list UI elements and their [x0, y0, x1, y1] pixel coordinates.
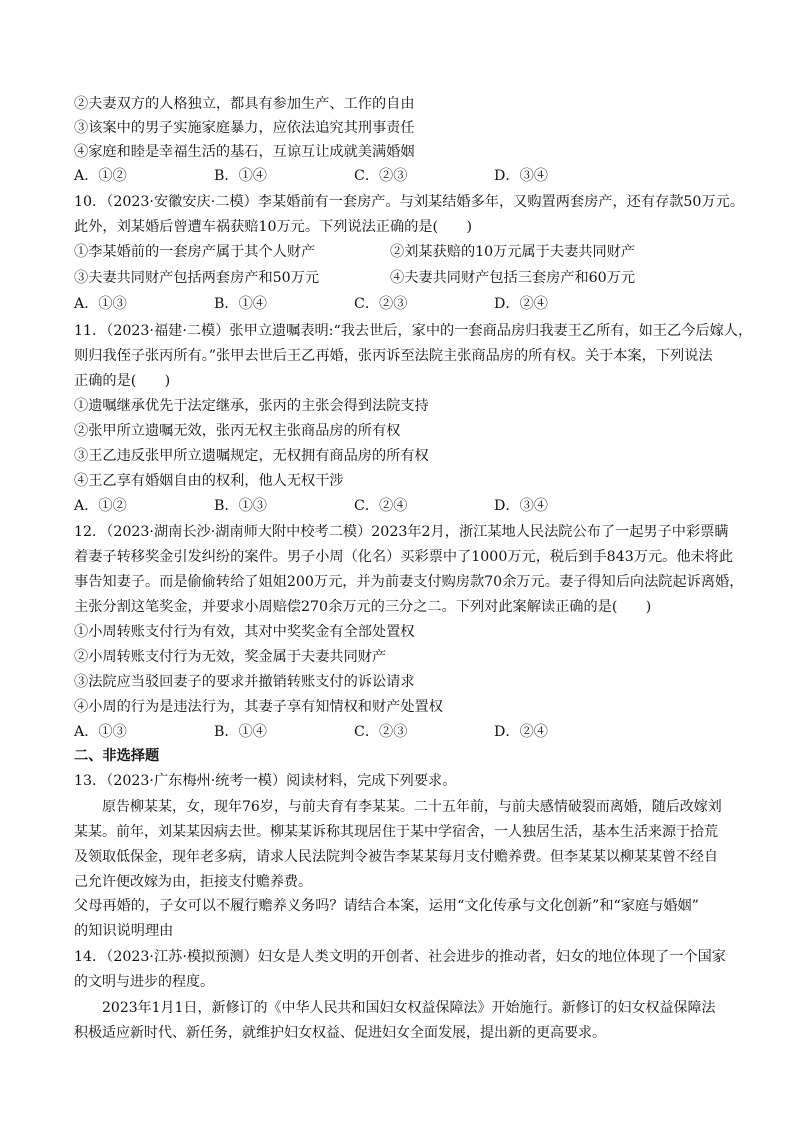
q12-stem-line-4: 主张分割这笔奖金，并要求小周赔偿270余万元的三分之二。下列对此案解读正确的是( ) [74, 599, 652, 615]
q10-option-c[interactable]: C．②③ [354, 296, 408, 312]
q11-option-d[interactable]: D．③④ [494, 498, 548, 514]
q9-statement-3: ③该案中的男子实施家庭暴力，应依法追究其刑事责任 [74, 120, 415, 136]
q11-statement-4: ④王乙享有婚姻自由的权利，他人无权干涉 [74, 473, 344, 489]
q10-option-b[interactable]: B．①④ [214, 296, 267, 312]
q12-statement-1: ①小周转账支付行为有效，其对中奖奖金有全部处置权 [74, 624, 415, 640]
q12-option-c[interactable]: C．②③ [354, 724, 408, 740]
q12-stem-line-2: 着妻子转移奖金引发纠纷的案件。男子小周（化名）买彩票中了1000万元，税后到手843万元。他未将此 [74, 549, 734, 565]
q12-statement-3: ③法院应当驳回妻子的要求并撤销转账支付的诉讼请求 [74, 674, 415, 690]
q13-question-line-2: 的知识说明理由 [74, 923, 174, 939]
q13-stem-line-1: 13．（2023·广东梅州·统考一模）阅读材料，完成下列要求。 [74, 773, 457, 789]
q9-option-a[interactable]: A．①② [74, 168, 127, 184]
q12-option-a[interactable]: A．①③ [74, 724, 127, 740]
q11-stem-line-1: 11．（2023·福建·二模）张甲立遗嘱表明:“我去世后，家中的一套商品房归我妻王乙所有，如王乙今后嫁人， [74, 323, 753, 339]
q9-statement-4: ④家庭和睦是幸福生活的基石，互谅互让成就美满婚姻 [74, 144, 415, 160]
q13-material-line-2: 某某。前年，刘某某因病去世。柳某某诉称其现居住于某中学宿舍，一人独居生活，基本生活来源于拾荒 [74, 824, 718, 840]
q10-statement-1: ①李某婚前的一套房产属于其个人财产 [74, 244, 316, 260]
q9-option-d[interactable]: D．③④ [494, 168, 548, 184]
q10-statement-2: ②刘某获赔的10万元属于夫妻共同财产 [390, 244, 636, 260]
q12-statement-4: ④小周的行为是违法行为，其妻子享有知情权和财产处置权 [74, 699, 443, 715]
q9-option-b[interactable]: B．①④ [214, 168, 267, 184]
section-heading-non-choice: 二、非选择题 [74, 748, 160, 764]
q12-option-d[interactable]: D．②④ [494, 724, 548, 740]
q11-option-c[interactable]: C．②④ [354, 498, 408, 514]
q12-stem-line-1: 12．（2023·湖南长沙·湖南师大附中校考二模）2023年2月，浙江某地人民法院公布了一起男子中彩票瞒 [74, 524, 729, 540]
q10-statement-4: ④夫妻共同财产包括三套房产和60万元 [390, 270, 636, 286]
q9-statement-2: ②夫妻双方的人格独立，都具有参加生产、工作的自由 [74, 96, 415, 112]
q14-material-line-1: 2023年1月1日，新修订的《中华人民共和国妇女权益保障法》开始施行。新修订的妇女权益保障法 [102, 1000, 716, 1016]
q13-material-line-4: 己允许便改嫁为由，拒接支付赡养费。 [74, 874, 312, 890]
q10-statement-3: ③夫妻共同财产包括两套房产和50万元 [74, 270, 320, 286]
q12-statement-2: ②小周转账支付行为无效，奖金属于夫妻共同财产 [74, 649, 387, 665]
q11-statement-1: ①遗嘱继承优先于法定继承，张丙的主张会得到法院支持 [74, 398, 429, 414]
q13-material-line-3: 及领取低保金，现年老多病，请求人民法院判令被告李某某每月支付赡养费。但李某某以柳某某曾不经自 [74, 849, 718, 865]
q11-statement-3: ③王乙违反张甲所立遗嘱规定，无权拥有商品房的所有权 [74, 448, 429, 464]
q10-option-d[interactable]: D．②④ [494, 296, 548, 312]
q11-option-a[interactable]: A．①② [74, 498, 127, 514]
q9-option-c[interactable]: C．②③ [354, 168, 408, 184]
q11-statement-2: ②张甲所立遗嘱无效，张丙无权主张商品房的所有权 [74, 423, 401, 439]
q10-stem-line-2: 此外，刘某婚后曾遭车祸获赔10万元。下列说法正确的是( ) [74, 219, 473, 235]
q11-stem-line-2: 则归我侄子张丙所有。”张甲去世后王乙再婚，张丙诉至法院主张商品房的所有权。关于本案，下列说法 [74, 348, 713, 364]
q14-stem-line-1: 14．（2023·江苏·模拟预测）妇女是人类文明的开创者、社会进步的推动者，妇女的地位体现了一个国家 [74, 949, 726, 965]
q12-option-b[interactable]: B．①④ [214, 724, 267, 740]
q14-material-line-2: 积极适应新时代、新任务，就维护妇女权益、促进妇女全面发展，提出新的更高要求。 [74, 1025, 606, 1041]
q10-stem-line-1: 10．（2023·安徽安庆·二模）李某婚前有一套房产。与刘某结婚多年，又购置两套房产，还有存款50万元。 [74, 194, 745, 210]
q11-stem-line-3: 正确的是( ) [74, 373, 171, 389]
q10-option-a[interactable]: A．①③ [74, 296, 127, 312]
q13-material-line-1: 原告柳某某，女，现年76岁，与前夫育有李某某。二十五年前，与前夫感情破裂而离婚，随后改嫁刘 [102, 799, 722, 815]
q14-stem-line-2: 的文明与进步的程度。 [74, 974, 214, 990]
q12-stem-line-3: 事告知妻子。而是偷偷转给了姐姐200万元，并为前妻支付购房款70余万元。妻子得知后向法院起诉离婚， [74, 574, 744, 590]
q13-question-line-1: 父母再婚的，子女可以不履行赡养义务吗？请结合本案，运用“文化传承与文化创新”和“家庭与婚姻” [74, 898, 699, 914]
q11-option-b[interactable]: B．①③ [214, 498, 267, 514]
